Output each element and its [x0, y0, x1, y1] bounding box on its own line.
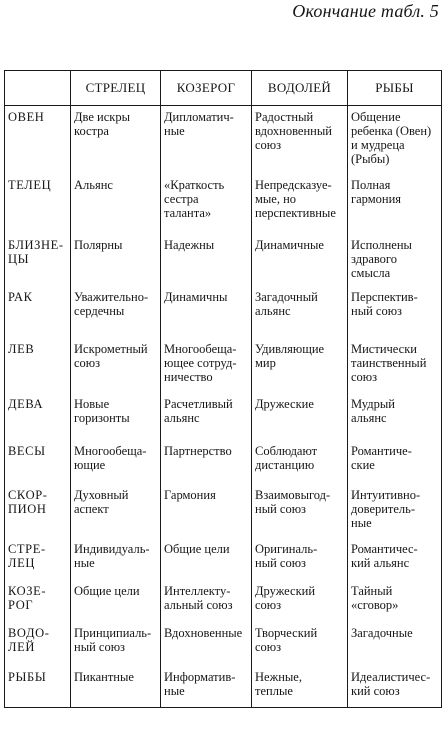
row-sign-cell: [5, 622, 71, 666]
row-sign-label: ВЕСЫ: [8, 443, 46, 458]
compatibility-cell: [161, 234, 252, 286]
compatibility-table: [4, 70, 442, 708]
compatibility-cell: [252, 538, 348, 580]
row-sign-label: ЛЕВ: [8, 341, 35, 356]
compatibility-text: Полярны: [74, 237, 123, 252]
row-sign-cell: [5, 174, 71, 234]
compatibility-cell: [252, 106, 348, 174]
row-sign-label: СТРЕ- ЛЕЦ: [8, 541, 46, 570]
compatibility-text: Тайный «сговор»: [351, 583, 399, 612]
compatibility-cell: [252, 174, 348, 234]
compatibility-text: Исполнены здравого смысла: [351, 237, 412, 280]
compatibility-cell: [71, 484, 161, 538]
compatibility-text: Индивидуаль- ные: [74, 541, 150, 570]
compatibility-cell: [252, 338, 348, 393]
compatibility-text: Нежные, теплые: [255, 669, 302, 698]
table-header: [5, 71, 442, 106]
compatibility-cell: [71, 666, 161, 708]
compatibility-text: Полная гармония: [351, 177, 402, 206]
table-row: [5, 580, 442, 622]
row-sign-cell: [5, 538, 71, 580]
header-row: [5, 71, 442, 106]
compatibility-text: Многообеща- ющие: [74, 443, 147, 472]
row-sign-label: ТЕЛЕЦ: [8, 177, 52, 192]
compatibility-text: Общение ребенка (Овен) и мудреца (Рыбы): [351, 110, 432, 166]
compatibility-cell: [252, 666, 348, 708]
compatibility-cell: [252, 622, 348, 666]
compatibility-cell: [161, 286, 252, 338]
compatibility-cell: [348, 106, 442, 174]
compatibility-text: Перспектив- ный союз: [351, 289, 418, 318]
row-sign-cell: [5, 484, 71, 538]
compatibility-text: Непредсказуе- мые, но перспективные: [255, 177, 336, 220]
row-sign-cell: [5, 666, 71, 708]
compatibility-text: Удивляющие мир: [255, 341, 325, 370]
table-row: [5, 234, 442, 286]
compatibility-text: Дружеские: [255, 396, 314, 411]
compatibility-cell: [252, 484, 348, 538]
row-sign-cell: [5, 286, 71, 338]
compatibility-text: Духовный аспект: [74, 487, 129, 516]
compatibility-cell: [161, 106, 252, 174]
compatibility-text: Соблюдают дистанцию: [255, 443, 318, 472]
table-row: [5, 538, 442, 580]
compatibility-cell: [348, 234, 442, 286]
compatibility-cell: [71, 174, 161, 234]
row-sign-cell: [5, 440, 71, 484]
compatibility-cell: [71, 538, 161, 580]
compatibility-cell: [161, 484, 252, 538]
compatibility-cell: [71, 106, 161, 174]
compatibility-cell: [71, 393, 161, 440]
table-row: [5, 338, 442, 393]
compatibility-text: Дружеский союз: [255, 583, 316, 612]
compatibility-text: Надежны: [164, 237, 215, 252]
compatibility-cell: [161, 538, 252, 580]
compatibility-text: Расчетливый альянс: [164, 396, 233, 425]
compatibility-cell: [348, 174, 442, 234]
table-row: [5, 622, 442, 666]
compatibility-cell: [252, 440, 348, 484]
compatibility-cell: [71, 622, 161, 666]
compatibility-text: Оригиналь- ный союз: [255, 541, 318, 570]
compatibility-cell: [71, 440, 161, 484]
compatibility-cell: [71, 234, 161, 286]
compatibility-text: Информатив- ные: [164, 669, 236, 698]
compatibility-text: «Краткость сестра таланта»: [164, 177, 225, 220]
row-sign-cell: [5, 234, 71, 286]
compatibility-cell: [161, 174, 252, 234]
header-aquarius: ВОДОЛЕЙ: [252, 71, 348, 106]
compatibility-cell: [348, 484, 442, 538]
compatibility-cell: [348, 393, 442, 440]
table-row: [5, 286, 442, 338]
compatibility-cell: [252, 580, 348, 622]
compatibility-cell: [71, 580, 161, 622]
compatibility-cell: [161, 440, 252, 484]
compatibility-cell: [348, 580, 442, 622]
compatibility-cell: [348, 666, 442, 708]
compatibility-text: Вдохновенные: [164, 625, 243, 640]
row-sign-label: КОЗЕ- РОГ: [8, 583, 47, 612]
compatibility-cell: [161, 580, 252, 622]
row-sign-label: БЛИЗНЕ- ЦЫ: [8, 237, 64, 266]
compatibility-text: Принципиаль- ный союз: [74, 625, 152, 654]
compatibility-cell: [348, 338, 442, 393]
compatibility-text: Гармония: [164, 487, 216, 502]
row-sign-cell: [5, 338, 71, 393]
compatibility-cell: [161, 666, 252, 708]
row-sign-label: ДЕВА: [8, 396, 44, 411]
compatibility-text: Творческий союз: [255, 625, 318, 654]
row-sign-label: СКОР- ПИОН: [8, 487, 48, 516]
compatibility-text: Динамичные: [255, 237, 324, 252]
compatibility-cell: [348, 538, 442, 580]
header-sagittarius: СТРЕЛЕЦ: [71, 71, 161, 106]
compatibility-text: Альянс: [74, 177, 113, 192]
compatibility-cell: [71, 338, 161, 393]
compatibility-text: Романтиче- ские: [351, 443, 412, 472]
compatibility-cell: [161, 622, 252, 666]
row-sign-label: РЫБЫ: [8, 669, 47, 684]
compatibility-cell: [161, 338, 252, 393]
table-row: [5, 106, 442, 174]
compatibility-text: Пикантные: [74, 669, 134, 684]
compatibility-text: Мистически таинственный союз: [351, 341, 427, 384]
compatibility-cell: [71, 286, 161, 338]
table-row: [5, 440, 442, 484]
row-sign-cell: [5, 393, 71, 440]
compatibility-text: Интуитивно- доверитель- ные: [351, 487, 421, 530]
row-sign-label: ОВЕН: [8, 110, 45, 124]
table-body: [5, 106, 442, 708]
compatibility-text: Интеллекту- альный союз: [164, 583, 233, 612]
compatibility-cell: [252, 393, 348, 440]
row-sign-label: РАК: [8, 289, 33, 304]
compatibility-text: Динамичны: [164, 289, 228, 304]
row-sign-cell: [5, 106, 71, 174]
compatibility-text: Радостный вдохновенный союз: [255, 110, 332, 152]
table-continuation-label: Окончание табл. 5: [292, 1, 439, 21]
table-row: [5, 174, 442, 234]
compatibility-text: Романтичес- кий альянс: [351, 541, 418, 570]
compatibility-text: Многообеща- ющее сотруд- ничество: [164, 341, 237, 384]
compatibility-text: Новые горизонты: [74, 396, 130, 425]
compatibility-text: Общие цели: [164, 541, 230, 556]
compatibility-cell: [252, 234, 348, 286]
header-pisces: РЫБЫ: [348, 71, 442, 106]
compatibility-text: Загадочные: [351, 625, 413, 640]
table-row: [5, 484, 442, 538]
compatibility-cell: [161, 393, 252, 440]
compatibility-cell: [348, 622, 442, 666]
compatibility-text: Уважительно- сердечны: [74, 289, 149, 318]
table-row: [5, 666, 442, 708]
compatibility-text: Загадочный альянс: [255, 289, 318, 318]
row-sign-label: ВОДО- ЛЕЙ: [8, 625, 50, 654]
header-capricorn: КОЗЕРОГ: [161, 71, 252, 106]
compatibility-text: Искрометный союз: [74, 341, 148, 370]
compatibility-text: Партнерство: [164, 443, 232, 458]
compatibility-text: Общие цели: [74, 583, 140, 598]
row-sign-cell: [5, 580, 71, 622]
compatibility-cell: [348, 440, 442, 484]
compatibility-cell: [252, 286, 348, 338]
header-corner-cell: [5, 71, 71, 106]
compatibility-text: Идеалистичес- кий союз: [351, 669, 431, 698]
table-row: [5, 393, 442, 440]
compatibility-text: Мудрый альянс: [351, 396, 395, 425]
compatibility-cell: [348, 286, 442, 338]
compatibility-text: Взаимовыгод- ный союз: [255, 487, 331, 516]
compatibility-text: Дипломатич- ные: [164, 110, 234, 138]
compatibility-text: Две искры костра: [74, 110, 130, 138]
